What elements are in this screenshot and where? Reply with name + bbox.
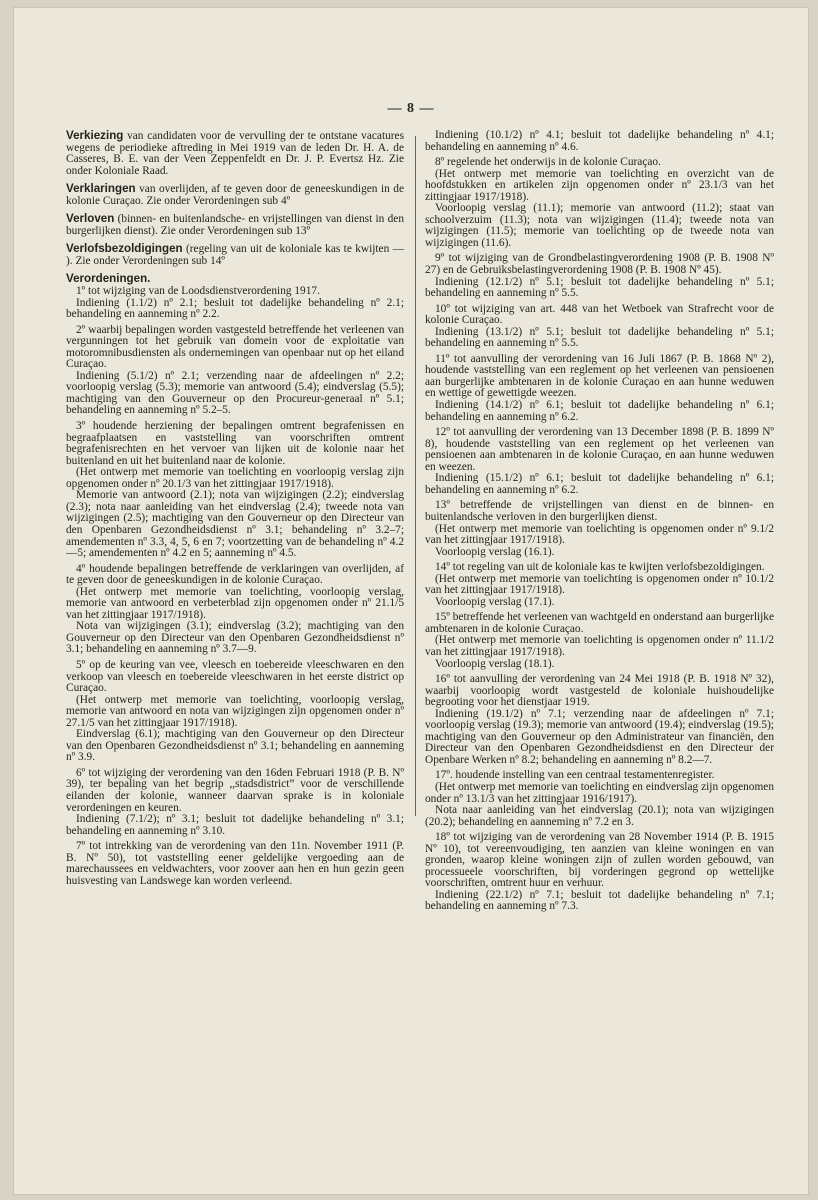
paragraph: 11º tot aanvulling der verordening van 16 Juli 1867 (P. B. 1868 Nº 2), houdende vaststelling van een reglement op het verleenen van pensioenen aan burgerlijke ambtenaren in de kolonie Curaçao en aan hunne weduwen en wettige of gewettigde weezen. (425, 352, 774, 400)
paragraph: 8º regelende het onderwijs in de kolonie Curaçao. (435, 156, 661, 169)
right-column (425, 130, 774, 913)
entry-term: Verkiezing (66, 129, 124, 142)
paragraph: 2º waarbij bepalingen worden vastgesteld betreffende het verleenen van vergunningen tot het gebruik van domein voor de exploitatie van motoromnibusdiensten als ondernemingen van openbaar nut op het eiland Curaçao. (66, 323, 404, 371)
paragraph: Indiening (22.1/2) nº 7.1; besluit tot dadelijke behandeling nº 7.1; behandeling en aanneming nº 7.3. (425, 888, 774, 913)
paragraph: 14º tot regeling van uit de koloniale kas te kwijten verlofsbezoldigingen. (435, 561, 765, 574)
paragraph: (Het ontwerp met memorie van toelichting is opgenomen onder nº 10.1/2 van het zittingjaar 1917/1918). (425, 572, 774, 597)
paragraph: Voorloopig verslag (18.1). (435, 657, 555, 670)
paragraph: (Het ontwerp met memorie van toelichting, voorloopig verslag, memorie van antwoord en nota van wijzigingen zijn opgenomen onder nº 27.1/5 van het zittingjaar 1917/1918). (66, 693, 404, 729)
paragraph: 9º tot wijziging van de Grondbelastingverordening 1908 (P. B. 1908 Nº 27) en de Gebruiksbelastingverordening 1908 (P. B. 1908 Nº 45). (425, 252, 774, 277)
paragraph: 10º tot wijziging van art. 448 van het Wetboek van Strafrecht voor de kolonie Curaçao. (425, 302, 774, 327)
entry-text: (binnen- en buitenlandsche- en vrijstellingen van dienst in den burgerlijken dienst). Zie onder Verordeningen sub 13º (66, 213, 404, 237)
paragraph: Indiening (19.1/2) nº 7.1; verzending naar de afdeelingen nº 7.1; voorloopig verslag (19.3); memorie van antwoord (19.4); eindverslag (19.5); machtiging van den Gouverneur op den Administrateur van financiën, den Directeur van den Openbaren Gezondheidsdienst en den Directeur der Openbare Werken nº 8.2; behandeling en aanneming nº 8.2—7. (425, 707, 774, 766)
entry-text: van candidaten voor de vervulling der te ontstane vacatures wegens de periodieke aftreding in Mei 1919 van de leden Dr. H. A. de Casseres, B. E. van der Veen Zeppenfeldt en Dr. J. P. Evertsz Hz. Zie onder Koloniale Raad. (66, 130, 404, 177)
paragraph: (Het ontwerp met memorie van toelichting is opgenomen onder nº 11.1/2 van het zittingjaar 1917/1918). (425, 634, 774, 658)
entry-term: Verlofsbezoldigingen (66, 242, 183, 256)
entry-text: van overlijden, af te geven door de geneeskundigen in de kolonie Curaçao. Zie onder Verordeningen sub 4º (66, 183, 404, 207)
left-column (66, 130, 404, 887)
paragraph: (Het ontwerp met memorie van toelichting en voorloopig verslag zijn opgenomen onder nº 20.1/3 van het zittingjaar 1917/1918). (66, 466, 404, 490)
paragraph: Indiening (12.1/2) nº 5.1; besluit tot dadelijke behandeling nº 5.1; behandeling en aanneming nº 5.5. (425, 275, 774, 300)
paragraph: Voorloopig verslag (11.1); memorie van antwoord (11.2); staat van schoolverzuim (11.3); nota van wijzigingen (11.4); tweede nota van wijzigingen (11.5); memorie van toelichting op de tweede nota van wijzigingen (11.6). (425, 202, 774, 249)
section-heading: Verordeningen. (66, 272, 151, 286)
paragraph: 16º tot aanvulling der verordening van 24 Mei 1918 (P. B. 1918 Nº 32), waarbij voorloopig wordt vastgesteld de koloniale huishoudelijke begrooting voor het dienstjaar 1919. (425, 673, 774, 709)
paragraph: 4º houdende bepalingen betreffende de verklaringen van overlijden, af te geven door de geneeskundigen in de kolonie Curaçao. (66, 562, 404, 587)
entry-term: Verklaringen (66, 182, 136, 196)
paragraph: Indiening (13.1/2) nº 5.1; besluit tot dadelijke behandeling nº 5.1; behandeling en aanneming nº 5.5. (425, 325, 774, 350)
paragraph: Memorie van antwoord (2.1); nota van wijzigingen (2.2); eindverslag (2.3); nota naar aanleiding van het eindverslag (2.4); tweede nota van wijzigingen (2.5); machtiging van den Gouverneur op den Directeur van den Openbaren Gezondheidsdienst nº 3.1; behandeling nº 3.2–7; amendementen nº 3.3, 4, 5, 6 en 7; voortzetting van de behandeling nº 4.2—5; amendementen nº 4.2 en 5; aanneming nº 4.5. (66, 489, 404, 560)
index-entry (66, 130, 404, 177)
paragraph: 12º tot aanvulling der verordening van 13 December 1898 (P. B. 1899 Nº 8), houdende vaststelling van een reglement op het verleenen van pensioenen aan ambtenaren in de kolonie Curaçao, en aan hunne weduwen en weezen. (425, 426, 774, 473)
paragraph: 6º tot wijziging der verordening van den 16den Februari 1918 (P. B. Nº 39), ter bepaling van het begrip ,,stadsdistrict” voor de verschillende eilanden der kolonie, wanneer daarvan sprake is in koloniale verordeningen en keuren. (66, 766, 404, 814)
entry-term: Verloven (66, 212, 115, 226)
paragraph: Indiening (14.1/2) nº 6.1; besluit tot dadelijke behandeling nº 6.1; behandeling en aanneming nº 6.2. (425, 399, 774, 423)
paragraph: (Het ontwerp met memorie van toelichting en overzicht van de hoofdstukken en artikelen zijn opgenomen onder nº 23.1/3 van het zittingjaar 1917/1918). (425, 167, 774, 203)
paragraph: Indiening (15.1/2) nº 6.1; besluit tot dadelijke behandeling nº 6.1; behandeling en aanneming nº 6.2. (425, 472, 774, 496)
index-entry (66, 243, 404, 267)
paragraph: 13º betreffende de vrijstellingen van dienst en de binnen- en buitenlandsche verloven in den burgerlijken dienst. (425, 499, 774, 523)
paragraph: Indiening (7.1/2); nº 3.1; besluit tot dadelijke behandeling nº 3.1; behandeling en aanneming nº 3.10. (66, 813, 404, 837)
paragraph: 1º tot wijziging van de Loodsdienstverordening 1917. (76, 285, 320, 298)
paragraph: (Het ontwerp met memorie van toelichting en eindverslag zijn opgenomen onder nº 13.1/3 van het zittingjaar 1916/1917). (425, 780, 774, 805)
column-divider (415, 136, 416, 816)
paragraph: Nota van wijzigingen (3.1); eindverslag (3.2); machtiging van den Gouverneur op den Directeur van den Openbaren Gezondheidsdienst nº 3.1; behandeling en aanneming nº 3.7—9. (66, 620, 404, 656)
paragraph: (Het ontwerp met memorie van toelichting is opgenomen onder nº 9.1/2 van het zittingjaar 1917/1918). (425, 522, 774, 547)
paragraph: Indiening (5.1/2) nº 2.1; verzending naar de afdeelingen nº 2.2; voorloopig verslag (5.3); memorie van antwoord (5.4); eindverslag (5.5); machtiging van den Gouverneur op den Procureur-generaal nº 5.1; behandeling en aanneming nº 5.2–5. (66, 369, 404, 417)
paragraph: Indiening (1.1/2) nº 2.1; besluit tot dadelijke behandeling nº 2.1; behandeling en aanneming nº 2.2. (66, 296, 404, 321)
paragraph: Nota naar aanleiding van het eindverslag (20.1); nota van wijzigingen (20.2); behandeling en aanneming nº 7.2 en 3. (425, 804, 774, 828)
index-entry (66, 183, 404, 207)
page-number: — 8 — (387, 101, 435, 116)
paragraph: Voorloopig verslag (17.1). (435, 595, 555, 608)
paragraph: 3º houdende herziening der bepalingen omtrent begrafenissen en begraafplaatsen en vaststelling van voorschriften omtrent begrafenisrechten en het vervoer van lijken uit de kolonie naar het buitenland en uit het buitenland naar de kolonie. (66, 420, 404, 467)
paragraph: 7º tot intrekking van de verordening van den 11n. November 1911 (P. B. Nº 50), tot vaststelling eener geldelijke vergoeding aan de marechaussees en veldwachters, voor zoover aan hen en hun gezin geen huisvesting van Landswege kan worden verleend. (66, 840, 404, 887)
document-page (14, 8, 808, 1194)
paragraph: Voorloopig verslag (16.1). (435, 545, 555, 558)
paragraph: 18º tot wijziging van de verordening van 28 November 1914 (P. B. 1915 Nº 10), tot vereenvoudiging, ten aanzien van kleine woningen en van gronden, waarop kleine woningen zijn of zullen worden gebouwd, van processueele voorschriften, bij vorderingen gegrond op wettelijke voorschriften, omtrent huur en verhuur. (425, 831, 774, 890)
paragraph: 17º. houdende instelling van een centraal testamentenregister. (435, 769, 715, 782)
index-entry (66, 213, 404, 237)
paragraph: 15º betreffende het verleenen van wachtgeld en onderstand aan burgerlijke ambtenaren in de kolonie Curaçao. (425, 611, 774, 635)
entry-text: (regeling van uit de koloniale kas te kwijten — ). Zie onder Verordeningen sub 14º (66, 243, 404, 267)
paragraph: Eindverslag (6.1); machtiging van den Gouverneur op den Directeur van den Openbaren Gezondheidsdienst nº 3.1; behandeling en aanneming nº 3.9. (66, 728, 404, 764)
paragraph: 5º op de keuring van vee, vleesch en toebereide vleeschwaren en den verkoop van vleesch en toebereide vleeschwaren in het eerste district op Curaçao. (66, 658, 404, 695)
paragraph: Indiening (10.1/2) nº 4.1; besluit tot dadelijke behandeling nº 4.1; behandeling en aanneming nº 4.6. (425, 129, 774, 153)
paragraph: (Het ontwerp met memorie van toelichting, voorloopig verslag, memorie van antwoord en verbeterblad zijn opgenomen onder nº 21.1/5 van het zittingjaar 1917/1918). (66, 585, 404, 621)
